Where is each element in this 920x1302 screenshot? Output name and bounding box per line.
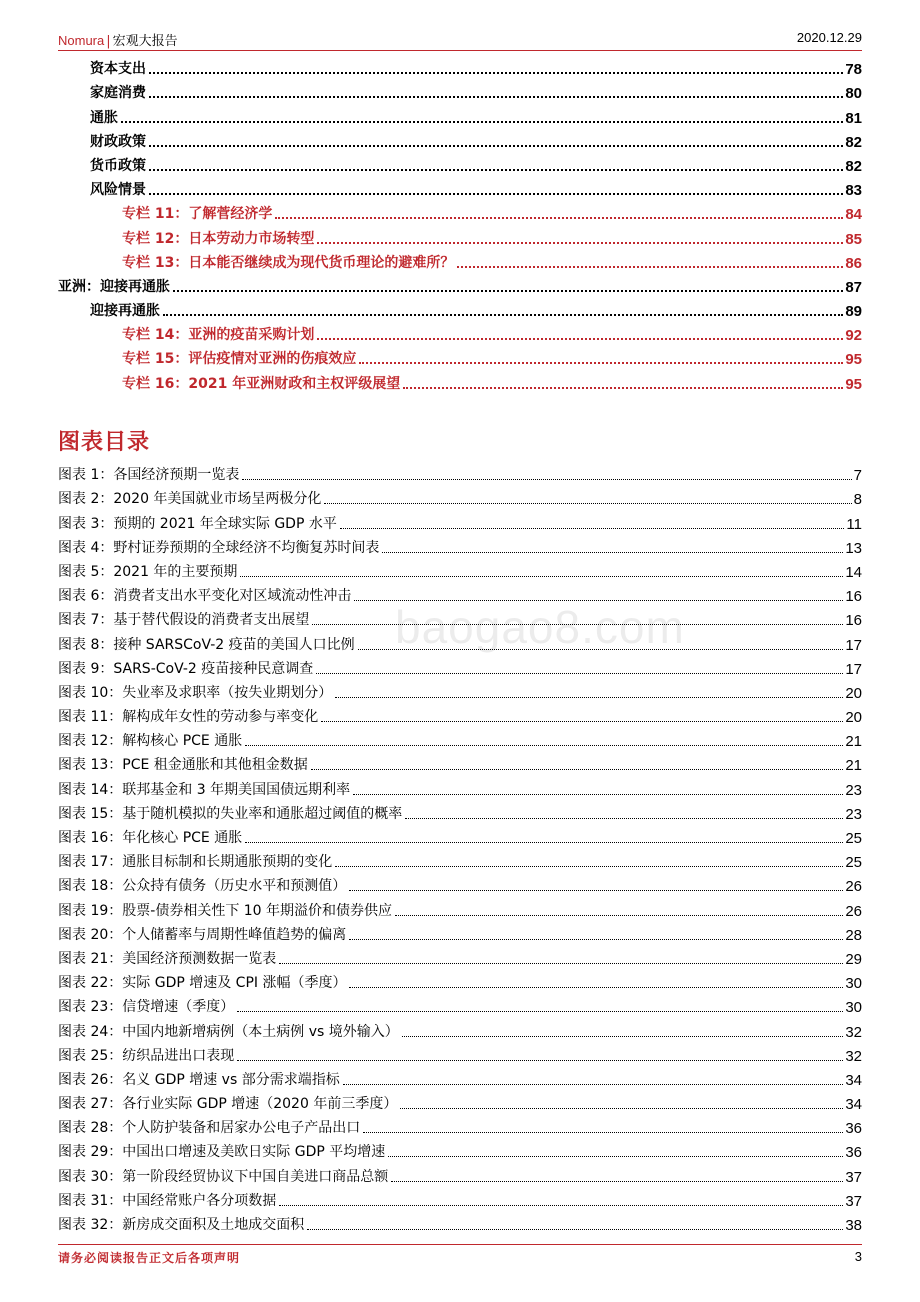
- dot-leader: [242, 478, 851, 480]
- figure-entry[interactable]: [58, 657, 862, 681]
- figure-entry[interactable]: [58, 1019, 862, 1043]
- figure-entry-title: 图表 25：纺织品进出口表现: [58, 1047, 235, 1064]
- figure-entry-title: 图表 27：各行业实际 GDP 增速（2020 年前三季度）: [58, 1096, 398, 1113]
- toc-entry-title: 风险情景: [90, 182, 146, 199]
- figure-entry-title: 图表 17：通胀目标制和长期通胀预期的变化: [58, 854, 333, 871]
- dot-leader: [245, 841, 843, 843]
- figure-entry-page: 34: [845, 1096, 862, 1114]
- figure-entry-page: 16: [845, 588, 862, 606]
- dot-leader: [349, 938, 843, 940]
- toc-entry[interactable]: [58, 371, 862, 395]
- figure-entry[interactable]: [58, 898, 862, 922]
- figure-entry[interactable]: [58, 753, 862, 777]
- dot-leader: [317, 337, 843, 340]
- figure-entry[interactable]: [58, 802, 862, 826]
- figure-entry-title: 图表 22：实际 GDP 增速及 CPI 涨幅（季度）: [58, 975, 347, 992]
- figure-entry-page: 26: [845, 902, 862, 920]
- dot-leader: [388, 1155, 843, 1157]
- figure-entry-title: 图表 11：解构成年女性的劳动参与率变化: [58, 709, 319, 726]
- figure-entry-title: 图表 9：SARS-CoV-2 疫苗接种民意调查: [58, 660, 314, 677]
- toc-entry[interactable]: [58, 347, 862, 371]
- figure-entry[interactable]: [58, 1140, 862, 1164]
- figure-entry-page: 16: [845, 612, 862, 630]
- figure-entry-title: 图表 4：野村证券预期的全球经济不均衡复苏时间表: [58, 539, 380, 556]
- toc-entry-title: 专栏 12：日本劳动力市场转型: [122, 230, 315, 247]
- figure-entry-page: 23: [845, 781, 862, 799]
- dot-leader: [335, 696, 843, 698]
- dot-leader: [317, 241, 843, 244]
- figure-entry[interactable]: [58, 1092, 862, 1116]
- figure-entry-title: 图表 14：联邦基金和 3 年期美国国债远期利率: [58, 781, 351, 798]
- figure-entry-page: 23: [845, 805, 862, 823]
- dot-leader: [275, 216, 843, 219]
- figure-entry-title: 图表 2：2020 年美国就业市场呈两极分化: [58, 491, 322, 508]
- figure-entry-title: 图表 10：失业率及求职率（按失业期划分）: [58, 684, 333, 701]
- toc-entry-title: 迎接再通胀: [90, 303, 160, 320]
- page-number: 3: [854, 1249, 862, 1264]
- figure-entry-page: 7: [853, 467, 862, 485]
- figure-entry-page: 32: [845, 1047, 862, 1065]
- figure-list: [58, 463, 862, 1237]
- figure-entry-title: 图表 15：基于随机模拟的失业率和通胀超过阈值的概率: [58, 805, 403, 822]
- toc-entry-page: 95: [845, 375, 862, 393]
- figure-entry[interactable]: [58, 1164, 862, 1188]
- figure-entry-title: 图表 3：预期的 2021 年全球实际 GDP 水平: [58, 515, 337, 532]
- dot-leader: [391, 1180, 843, 1182]
- toc-entry-page: 82: [845, 157, 862, 175]
- figure-entry-page: 30: [845, 975, 862, 993]
- toc-entry[interactable]: [58, 275, 862, 299]
- figure-entry-page: 36: [845, 1120, 862, 1138]
- figure-entry[interactable]: [58, 1116, 862, 1140]
- figure-entry-title: 图表 21：美国经济预测数据一览表: [58, 950, 277, 967]
- dot-leader: [343, 1083, 844, 1085]
- dot-leader: [237, 1010, 843, 1012]
- toc-entry[interactable]: [58, 178, 862, 202]
- toc-entry-page: 83: [845, 182, 862, 200]
- toc-entry[interactable]: [58, 299, 862, 323]
- figure-entry[interactable]: [58, 995, 862, 1019]
- figure-entry[interactable]: [58, 729, 862, 753]
- dot-leader: [316, 672, 843, 674]
- dot-leader: [457, 265, 843, 268]
- figure-entry-title: 图表 28：个人防护装备和居家办公电子产品出口: [58, 1120, 361, 1137]
- figure-entry[interactable]: [58, 971, 862, 995]
- figure-entry-page: 26: [845, 878, 862, 896]
- figure-entry-page: 20: [845, 709, 862, 727]
- figure-entry-title: 图表 6：消费者支出水平变化对区域流动性冲击: [58, 588, 352, 605]
- figures-section-title: 图表目录: [58, 430, 151, 455]
- dot-leader: [237, 1059, 843, 1061]
- figure-entry[interactable]: [58, 705, 862, 729]
- figure-entry-title: 图表 30：第一阶段经贸协议下中国自美进口商品总额: [58, 1168, 389, 1185]
- table-of-contents: [58, 57, 862, 396]
- dot-leader: [395, 914, 843, 916]
- dot-leader: [335, 865, 843, 867]
- figure-entry-title: 图表 32：新房成交面积及土地成交面积: [58, 1217, 305, 1233]
- dot-leader: [402, 1035, 844, 1037]
- figure-entry-title: 图表 8：接种 SARSCoV-2 疫苗的美国人口比例: [58, 636, 355, 653]
- toc-entry-title: 专栏 13：日本能否继续成为现代货币理论的避难所？: [122, 254, 455, 271]
- brand-separator: |: [106, 34, 111, 49]
- dot-leader: [349, 889, 843, 891]
- toc-entry[interactable]: [58, 323, 862, 347]
- toc-entry[interactable]: [58, 154, 862, 178]
- dot-leader: [149, 192, 843, 195]
- dot-leader: [240, 575, 843, 577]
- page-header: [58, 28, 862, 51]
- toc-entry-page: 85: [845, 230, 862, 248]
- report-date: 2020.12.29: [796, 30, 862, 45]
- figure-entry-page: 8: [853, 491, 862, 509]
- toc-entry-page: 92: [845, 327, 862, 345]
- brand-logo-text: Nomura: [58, 33, 105, 48]
- dot-leader: [149, 95, 843, 98]
- figure-entry-title: 图表 12：解构核心 PCE 通胀: [58, 733, 243, 750]
- toc-entry-title: 专栏 15：评估疫情对亚洲的伤痕效应: [122, 351, 357, 368]
- figure-entry-page: 29: [845, 950, 862, 968]
- figure-entry[interactable]: [58, 850, 862, 874]
- figure-entry-title: 图表 23：信贷增速（季度）: [58, 999, 235, 1016]
- toc-entry-page: 89: [845, 303, 862, 321]
- figure-entry-title: 图表 18：公众持有债务（历史水平和预测值）: [58, 878, 347, 895]
- dot-leader: [405, 817, 843, 819]
- figure-entry[interactable]: [58, 874, 862, 898]
- figure-entry[interactable]: [58, 1189, 862, 1213]
- figure-entry-title: 图表 20：个人储蓄率与周期性峰值趋势的偏离: [58, 926, 347, 943]
- toc-entry-page: 86: [845, 254, 862, 272]
- figure-entry-page: 20: [845, 684, 862, 702]
- dot-leader: [400, 1107, 843, 1109]
- dot-leader: [163, 313, 843, 316]
- report-series: 宏观大报告: [112, 34, 178, 49]
- toc-entry[interactable]: [58, 105, 862, 129]
- dot-leader: [149, 71, 843, 74]
- dot-leader: [382, 551, 843, 553]
- figure-entry-title: 图表 7：基于替代假设的消费者支出展望: [58, 612, 310, 629]
- toc-entry[interactable]: [58, 226, 862, 250]
- toc-entry-page: 95: [845, 351, 862, 369]
- figure-entry-page: 37: [845, 1192, 862, 1210]
- figure-entry[interactable]: [58, 1068, 862, 1092]
- dot-leader: [353, 793, 843, 795]
- figure-entry-title: 图表 13：PCE 租金通胀和其他租金数据: [58, 757, 308, 774]
- figure-entry-page: 30: [845, 999, 862, 1017]
- figure-entry[interactable]: [58, 463, 862, 487]
- dot-leader: [321, 720, 843, 722]
- toc-entry-title: 专栏 14：亚洲的疫苗采购计划: [122, 327, 315, 344]
- toc-entry-title: 通胀: [90, 109, 118, 126]
- toc-entry[interactable]: [58, 202, 862, 226]
- toc-entry-title: 财政政策: [90, 133, 146, 150]
- figure-entry[interactable]: [58, 1213, 862, 1237]
- figure-entry-page: 37: [845, 1168, 862, 1186]
- figure-entry-title: 图表 5：2021 年的主要预期: [58, 563, 238, 580]
- figure-entry-title: 图表 26：名义 GDP 增速 vs 部分需求端指标: [58, 1071, 340, 1088]
- dot-leader: [349, 986, 843, 988]
- toc-entry[interactable]: [58, 57, 862, 81]
- toc-entry-page: 78: [845, 61, 862, 79]
- figure-entry-page: 36: [845, 1144, 862, 1162]
- figure-entry-page: 34: [845, 1071, 862, 1089]
- toc-entry-page: 80: [845, 85, 862, 103]
- dot-leader: [363, 1131, 843, 1133]
- figure-entry-page: 11: [846, 515, 862, 533]
- figure-entry-title: 图表 31：中国经常账户各分项数据: [58, 1192, 277, 1209]
- dot-leader: [403, 386, 843, 389]
- figure-entry-title: 图表 19：股票-债券相关性下 10 年期溢价和债券供应: [58, 902, 393, 919]
- toc-entry-title: 亚洲：迎接再通胀: [58, 278, 170, 295]
- figure-entry-page: 13: [845, 539, 862, 557]
- dot-leader: [359, 361, 843, 364]
- figure-entry[interactable]: [58, 947, 862, 971]
- dot-leader: [307, 1228, 843, 1230]
- toc-entry-title: 家庭消费: [90, 85, 146, 102]
- footer-disclaimer: 请务必阅读报告正文后各项声明: [58, 1251, 241, 1265]
- figure-entry-page: 32: [845, 1023, 862, 1041]
- figure-entry-page: 17: [845, 636, 862, 654]
- figure-entry-title: 图表 29：中国出口增速及美欧日实际 GDP 平均增速: [58, 1144, 386, 1161]
- toc-entry[interactable]: [58, 81, 862, 105]
- page-footer: [58, 1244, 862, 1269]
- dot-leader: [340, 527, 845, 529]
- figure-entry-page: 21: [845, 733, 862, 751]
- toc-entry-title: 货币政策: [90, 157, 146, 174]
- toc-entry[interactable]: [58, 251, 862, 275]
- figure-entry-page: 17: [845, 660, 862, 678]
- figure-entry-page: 25: [845, 854, 862, 872]
- toc-entry-page: 81: [845, 109, 862, 127]
- toc-entry-page: 87: [845, 278, 862, 296]
- toc-entry-title: 资本支出: [90, 61, 146, 78]
- figure-entry[interactable]: [58, 560, 862, 584]
- toc-entry-page: 82: [845, 133, 862, 151]
- figure-entry-page: 38: [845, 1217, 862, 1234]
- dot-leader: [245, 744, 843, 746]
- figure-entry[interactable]: [58, 826, 862, 850]
- brand: [58, 30, 178, 49]
- figure-entry[interactable]: [58, 923, 862, 947]
- dot-leader: [149, 168, 843, 171]
- figure-entry-title: 图表 24：中国内地新增病例（本土病例 vs 境外输入）: [58, 1023, 399, 1040]
- figure-entry-page: 21: [845, 757, 862, 775]
- dot-leader: [324, 502, 851, 504]
- figure-entry[interactable]: [58, 681, 862, 705]
- dot-leader: [279, 1204, 843, 1206]
- figure-entry-page: 25: [845, 830, 862, 847]
- figure-entry[interactable]: [58, 1044, 862, 1068]
- dot-leader: [311, 768, 844, 770]
- toc-entry-title: 专栏 11：了解菅经济学: [122, 206, 273, 223]
- figure-entry-page: 14: [845, 563, 862, 581]
- watermark: baogao8.com: [395, 601, 685, 653]
- toc-entry-title: 专栏 16：2021 年亚洲财政和主权评级展望: [122, 375, 401, 392]
- toc-entry-page: 84: [845, 206, 862, 224]
- dot-leader: [149, 144, 843, 147]
- figure-entry[interactable]: [58, 777, 862, 801]
- dot-leader: [173, 289, 843, 292]
- dot-leader: [121, 120, 843, 123]
- figure-entry[interactable]: [58, 487, 862, 511]
- figure-entry[interactable]: [58, 536, 862, 560]
- figure-entry-title: 图表 1：各国经济预期一览表: [58, 467, 240, 484]
- figure-entry[interactable]: [58, 511, 862, 535]
- figure-entry-page: 28: [845, 926, 862, 944]
- toc-entry[interactable]: [58, 130, 862, 154]
- dot-leader: [279, 962, 843, 964]
- figure-entry-title: 图表 16：年化核心 PCE 通胀: [58, 830, 243, 846]
